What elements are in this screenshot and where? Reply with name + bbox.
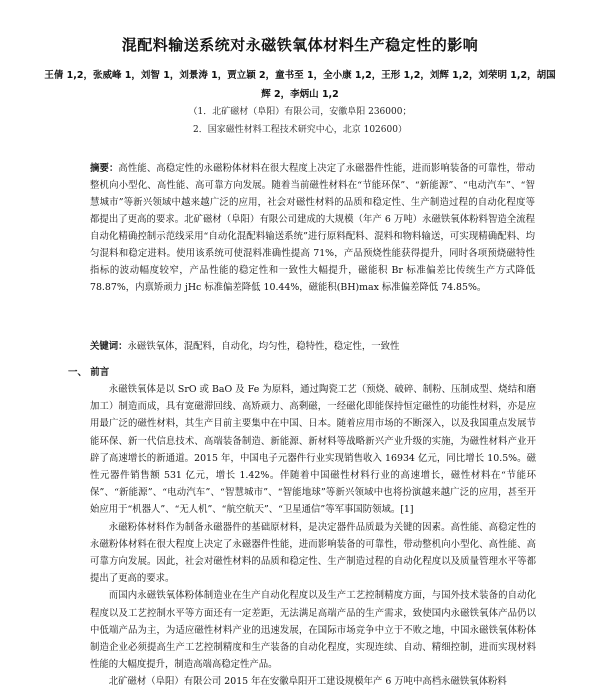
affiliation-1: （1．北矿磁材（阜阳）有限公司，安徽阜阳 236000； [188, 107, 412, 117]
section-heading: 一、 前言 [68, 367, 110, 378]
body-paragraph: 而国内永磁铁氧体粉体制造业在生产自动化程度以及生产工艺控制精度方面，与国外技术装备的自动化程度以及工艺控制水平等方面还有一定差距，无法满足高端产品的生产需求，致使国内永磁铁氧体产品仍以中低端产品为主，为适应磁性材料产业的迅速发展，在国际市场竞争中立于不败之地，中国永磁铁氧体粉体制造企业必须提高生产工艺控制精度和生产装备的自动化程度，实现连续、自动、精细控制，进而实现材料性能的大幅度提升，制造高端高稳定性产品。 [90, 590, 536, 671]
abstract [90, 160, 535, 296]
author-list: 王倩 1,2，张威峰 1，刘智 1，刘景涛 1，贾立颖 2，童书至 1，全小康 1,2，王形 1,2，刘辉 1,2，刘荣明 1,2，胡国辉 2，李炳山 1,2 [44, 70, 556, 100]
body-paragraph: 永磁粉体材料作为制备永磁器件的基础原材料，是决定器件品质最为关键的因素。高性能、高稳定性的永磁粉体材料在很大程度上决定了永磁器件性能，进而影响装备的可靠性，带动整机向小型化、高性能、高可靠方向发展。因此，社会对磁性材料的品质和稳定性、生产制造过程的自动化程度以及质量管理水平等都提出了更高的要求。 [90, 521, 536, 585]
keywords-text: 永磁铁氧体，混配料，自动化，均匀性，稳特性，稳定性，一致性 [127, 341, 400, 352]
body-text [90, 381, 536, 691]
keywords-label: 关键词： [90, 341, 128, 352]
abstract-label: 摘要： [90, 163, 119, 174]
body-paragraph: 北矿磁材（阜阳）有限公司 2015 年在安徽阜阳开工建设规模年产 6 万吨中高档永磁铁氧体粉料 [108, 676, 507, 688]
affiliation-2: 2．国家磁性材料工程技术研究中心，北京 102600） [193, 125, 407, 135]
abstract-text: 高性能、高稳定性的永磁粉体材料在很大程度上决定了永磁器件性能，进而影响装备的可靠性，带动整机向小型化、高性能、高可靠方向发展。随着当前磁性材料在“节能环保”、“新能源”、“电动汽车”、“智慧城市”等新兴领域中越来越广泛的应用，社会对磁性材料的品质和稳定性、生产制造过程的自动化程度等都提出了更高的要求。北矿磁材（阜阳）有限公司建成的大规模（年产 6 万吨）永磁铁氧体粉料智造全流程自动化精确控制示范线采用“自动化混配料输送系统”进行原料配料、混料和物料输送，可实现精确配料、均匀混料和稳定进料。使用该系统可使混料准确性提高 71%，产品预烧性能获得提升，同时各项预烧磁特性指标的波动幅度较窄，产品性能的稳定性和一致性大幅提升，磁能积 Br 标准偏差比传统生产方式降低 78.87%，内禀矫顽力 jHc 标准偏差降低 10.44%，磁能积(BH)max 标准偏差降低 74.85%。 [90, 163, 535, 293]
paper-title: 混配料输送系统对永磁铁氧体材料生产稳定性的影响 [121, 36, 479, 54]
keywords [90, 340, 535, 354]
body-paragraph: 永磁铁氧体是以 SrO 或 BaO 及 Fe 为原料，通过陶瓷工艺（预烧、破碎、制粉、压制成型、烧结和磨加工）制造而成，具有宽磁滞回线、高矫顽力、高剩磁，一经磁化即能保持恒定磁性的功能性材料，亦是应用最广泛的磁性材料，其生产目前主要集中在中国、日本。随着应用市场的不断深入，以及我国重点发展节能环保、新一代信息技术、高端装备制造、新能源、新材料等战略新兴产业升级的实施，为磁性材料产业开辟了高速增长的新通道。2015 年，中国电子元器件行业实现销售收入 16934 亿元，同比增长 10.5%。磁性元器件销售额 531 亿元，增长 1.42%。伴随着中国磁性材料行业的高速增长，磁性材料在“节能环保”、“新能源”、“电动汽车”、“智慧城市”、“智能地球”等新兴领域中也将扮演越来越广泛的应用，甚至开始应用于“机器人”、“无人机”、“航空航天”、“卫星通信”等军事国防领域。[1] [90, 384, 536, 516]
